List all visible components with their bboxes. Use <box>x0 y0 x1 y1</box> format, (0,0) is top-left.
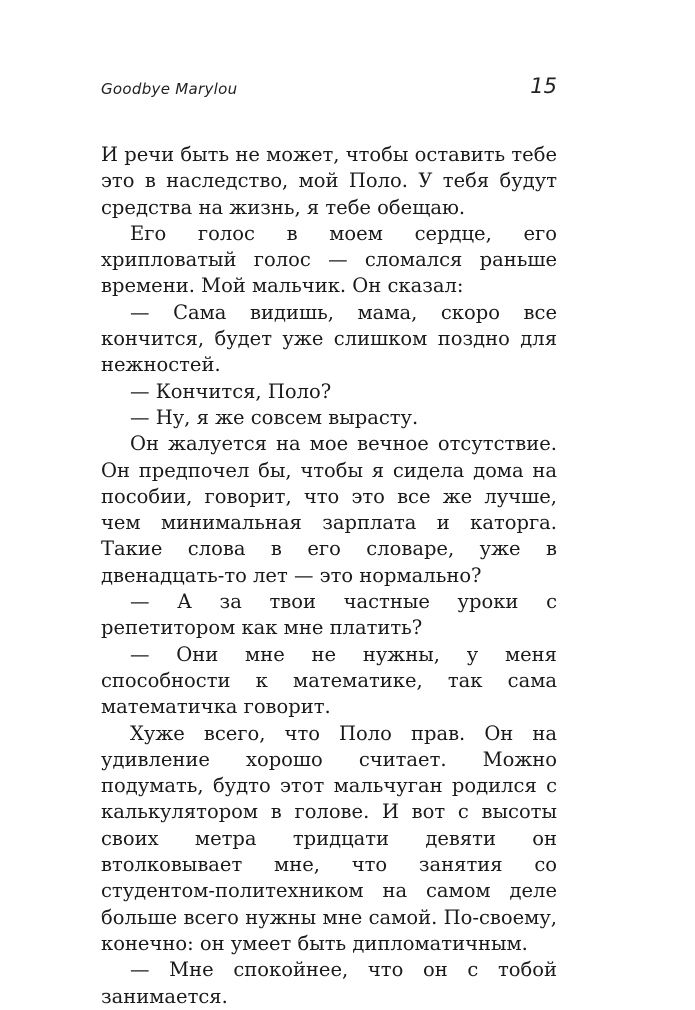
dialogue-line: — Кончится, Поло? <box>130 379 332 403</box>
dialogue-line: — Сама видишь, мама, скоро все кончится, будет уже слишком поздно для нежностей. <box>101 300 557 377</box>
running-title: Goodbye Marylou <box>101 80 238 98</box>
body-text <box>101 142 557 1010</box>
paragraph: И речи быть не может, чтобы оставить тебе это в наследство, мой Поло. У тебя будут средства на жизнь, я тебе обещаю. <box>101 143 557 219</box>
paragraph: Его голос в моем сердце, его хрипловатый голос — сломался раньше времени. Мой мальчик. Он сказал: <box>101 221 557 298</box>
dialogue-line: — А за твои частные уроки с репетитором как мне платить? <box>101 590 557 640</box>
dialogue-line: — Мне спокойнее, что он с тобой занимается. <box>101 958 557 1008</box>
page-header <box>101 74 557 106</box>
dialogue-line: — Они мне не нужны, у меня способности к математике, так сама математичка говорит. <box>101 642 557 719</box>
dialogue-line: — Ну, я же совсем вырасту. <box>130 405 419 429</box>
paragraph: Он жалуется на мое вечное отсутствие. Он предпочел бы, чтобы я сидела дома на пособии, говорит, что это все же лучше, чем минимальная зарплата и каторга. Такие слова в его словаре, уже в двенадцать-то лет — это нормально? <box>101 432 557 587</box>
page-number: 15 <box>530 74 557 98</box>
paragraph: Хуже всего, что Поло прав. Он на удивление хорошо считает. Можно подумать, будто этот мальчуган родился с калькулятором в голове. И вот с высоты своих метра тридцати девяти он втолковывает мне, что занятия со студентом-политехником на самом деле больше всего нужны мне самой. По-своему, конечно: он умеет быть дипломатичным. <box>101 721 557 955</box>
